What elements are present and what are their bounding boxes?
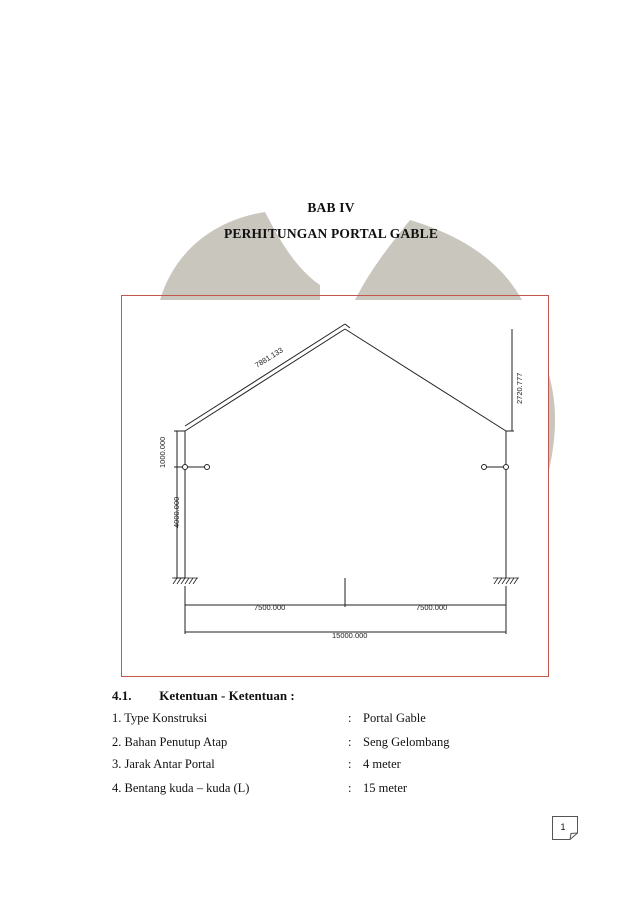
list-item xyxy=(112,711,532,729)
item-value: Portal Gable xyxy=(363,711,426,725)
left-rafter-outer xyxy=(185,324,345,426)
item-colon: : xyxy=(348,711,352,725)
list-item xyxy=(112,735,532,753)
left-rafter xyxy=(185,329,345,431)
total-span-label: 15000.000 xyxy=(332,631,368,640)
page-number-box xyxy=(552,816,578,840)
item-label: 3. Jarak Antar Portal xyxy=(112,757,215,771)
chapter-heading: BAB IV xyxy=(307,200,355,215)
item-colon: : xyxy=(348,735,352,749)
right-pin xyxy=(482,465,487,470)
item-label: 1. Type Konstruksi xyxy=(112,711,208,725)
portal-gable-drawing xyxy=(122,296,550,678)
list-item xyxy=(112,757,532,775)
page-number: 1 xyxy=(560,822,566,832)
item-label: 2. Bahan Penutup Atap xyxy=(112,735,228,749)
left-pin xyxy=(183,465,188,470)
rafter-length-label: 7881.133 xyxy=(253,345,285,370)
right-support xyxy=(493,578,519,584)
item-value: 4 meter xyxy=(363,757,401,771)
section-title: Ketentuan - Ketentuan : xyxy=(159,688,295,703)
item-value: 15 meter xyxy=(363,781,408,795)
right-rafter xyxy=(345,329,506,431)
section-heading xyxy=(112,688,295,704)
left-support xyxy=(172,578,198,584)
page-title: PERHITUNGAN PORTAL GABLE xyxy=(223,226,439,241)
half-span-left-label: 7500.000 xyxy=(254,603,286,612)
portal-diagram-frame xyxy=(121,295,549,677)
list-item xyxy=(112,781,532,799)
roof-height-label: 2720.777 xyxy=(515,372,524,404)
item-colon: : xyxy=(348,781,352,795)
half-span-right-label: 7500.000 xyxy=(416,603,448,612)
section-number: 4.1. xyxy=(112,688,132,703)
item-colon: : xyxy=(348,757,352,771)
item-label: 4. Bentang kuda – kuda (L) xyxy=(112,781,250,795)
wall-upper-label: 1000.000 xyxy=(158,436,167,468)
item-value: Seng Gelombang xyxy=(363,735,450,749)
wall-lower-label: 4000.000 xyxy=(172,496,181,528)
